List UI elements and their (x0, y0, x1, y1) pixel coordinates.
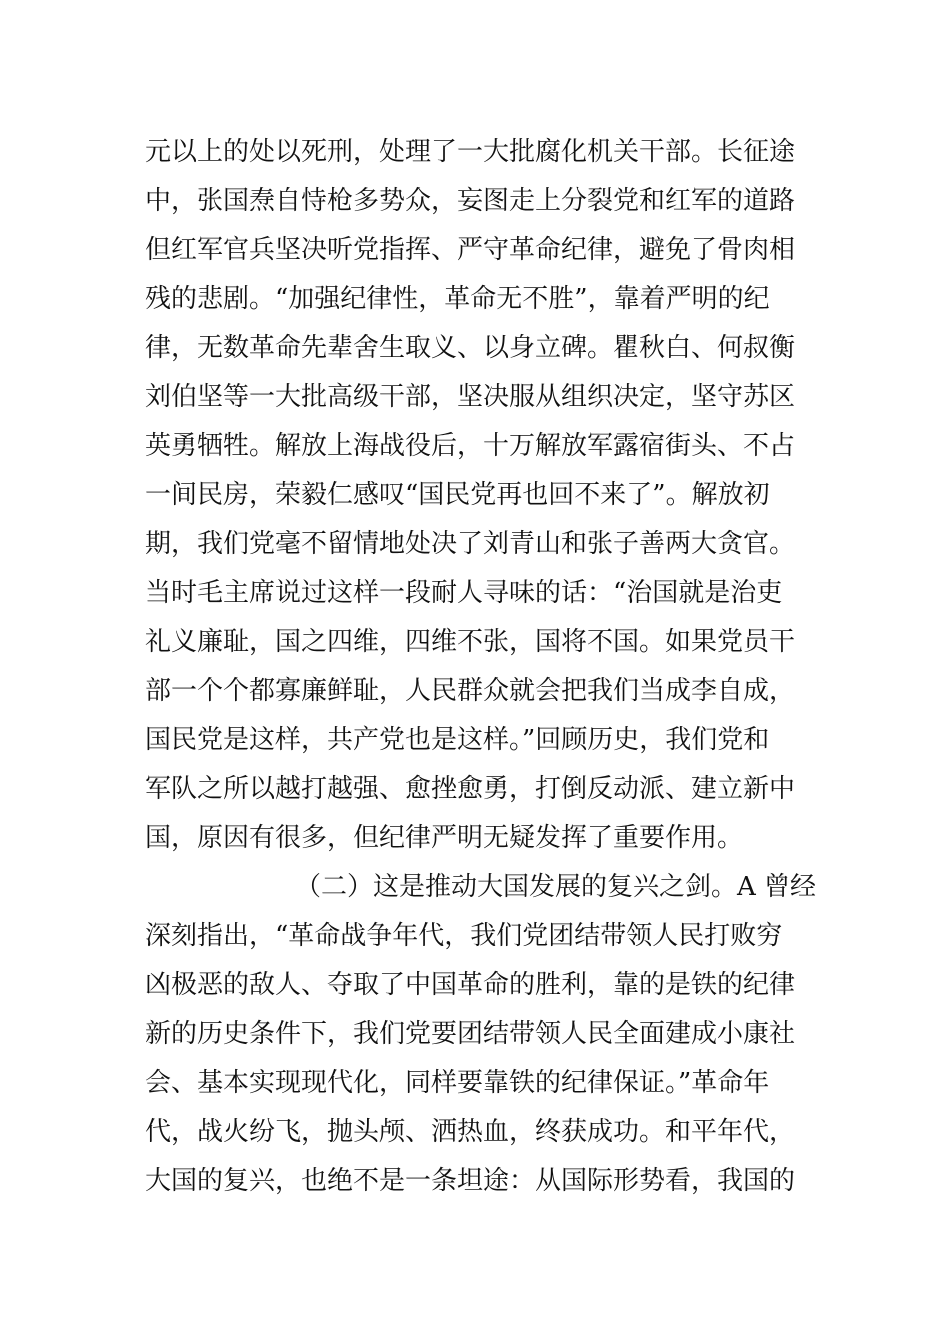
text-line: 中，张国焘自恃枪多势众，妄图走上分裂党和红军的道路 (145, 186, 796, 216)
text-line: 礼义廉耻，国之四维，四维不张，国将不国。如果党员干 (145, 627, 796, 657)
text-line: 部一个个都寡廉鲜耻，人民群众就会把我们当成李自成， (145, 676, 796, 706)
text-line: 律，无数革命先辈舍生取义、以身立碑。瞿秋白、何叔衡 (145, 333, 796, 363)
text-line: 代，战火纷飞，抛头颅、洒热血，终获成功。和平年代， (145, 1117, 796, 1147)
body-text (145, 128, 815, 1206)
text-line: 一间民房，荣毅仁感叹“国民党再也回不来了”。解放初 (145, 480, 770, 510)
text-line: 军队之所以越打越强、愈挫愈勇，打倒反动派、建立新中 (145, 774, 796, 804)
text-line: 元以上的处以死刑，处理了一大批腐化机关干部。长征途 (145, 137, 796, 167)
text-line: 残的悲剧。“加强纪律性，革命无不胜”，靠着严明的纪 (145, 284, 770, 314)
text-line: 当时毛主席说过这样一段耐人寻味的话：“治国就是治吏 (145, 578, 783, 608)
text-line: 国民党是这样，共产党也是这样。”回顾历史，我们党和 (145, 725, 770, 755)
text-line: 会、基本实现现代化，同样要靠铁的纪律保证。”革命年 (145, 1068, 770, 1098)
section-heading-line: （二）这是推动大国发展的复兴之剑。A 曾经 (295, 872, 817, 902)
text-line: 凶极恶的敌人、夺取了中国革命的胜利，靠的是铁的纪律 (145, 970, 796, 1000)
text-line: 深刻指出，“革命战争年代，我们党团结带领人民打败穷 (145, 921, 783, 951)
text-line: 期，我们党毫不留情地处决了刘青山和张子善两大贪官。 (145, 529, 796, 559)
text-line: 但红军官兵坚决听党指挥、严守革命纪律，避免了骨肉相 (145, 235, 796, 265)
text-line: 英勇牺牲。解放上海战役后，十万解放军露宿街头、不占 (145, 431, 796, 461)
text-line: 新的历史条件下，我们党要团结带领人民全面建成小康社 (145, 1019, 796, 1049)
text-line: 刘伯坚等一大批高级干部，坚决服从组织决定，坚守苏区 (145, 382, 796, 412)
text-line: 大国的复兴，也绝不是一条坦途：从国际形势看，我国的 (145, 1166, 796, 1196)
text-line: 国，原因有很多，但纪律严明无疑发挥了重要作用。 (145, 823, 744, 853)
